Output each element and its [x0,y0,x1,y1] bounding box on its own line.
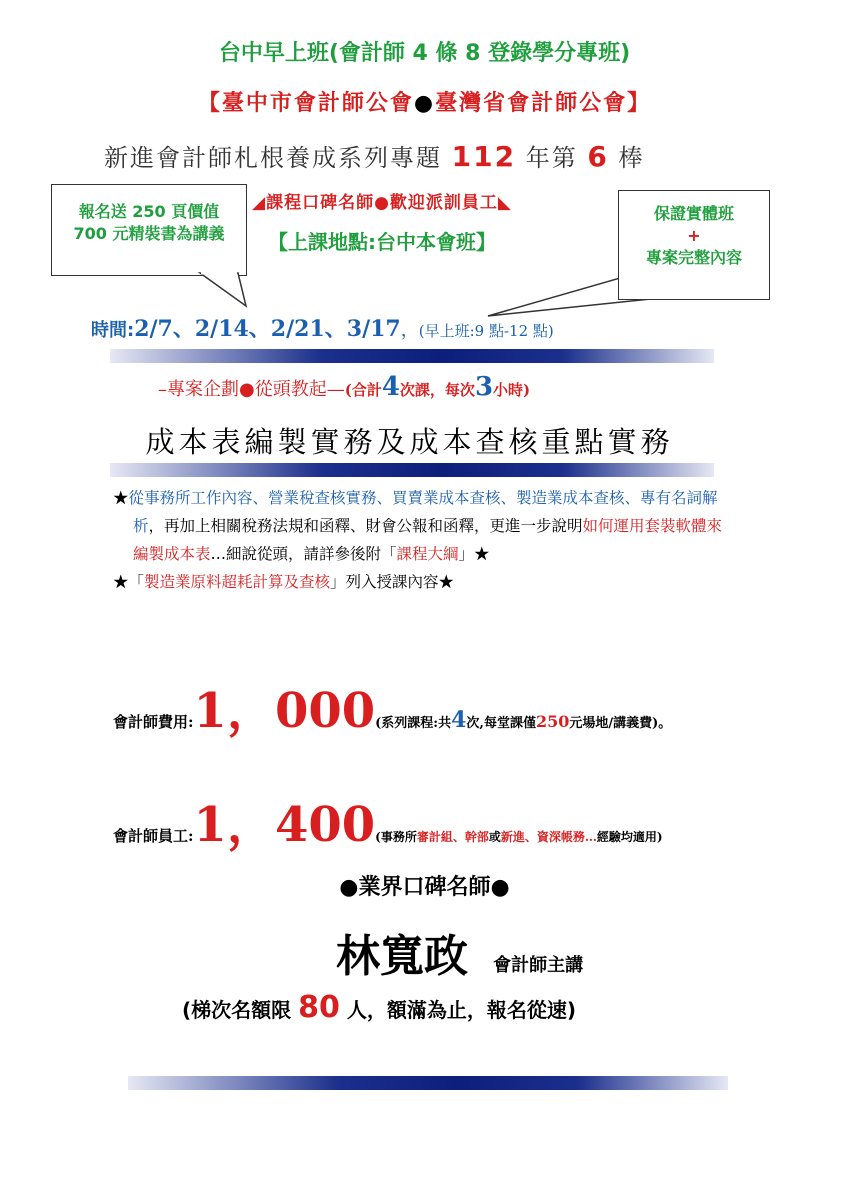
speaker-line [336,920,583,984]
star-icon: ★ [113,489,129,507]
schedule-dates: 2/7、2/14、2/21、3/17 [134,316,401,342]
syllabus-highlight: 課程大綱 [396,545,459,563]
course-subtitle [158,372,530,402]
org-right: 臺灣省會計師公會】 [435,91,652,116]
description-text-2: …細說從頭，請詳參後附「 [210,545,397,563]
series-year: 112 [451,140,517,173]
staff-note-c: 經驗均適用) [596,830,663,844]
topics-list: 從事務所工作內容、營業稅查核實務、買賣業成本查核、製造業成本查核、專有名詞解析 [128,489,718,535]
enrollment-line [182,990,576,1025]
schedule-note: (早上班:9 點-12 點) [418,322,554,340]
description-paragraph-2 [113,568,733,596]
software-highlight: 如何運用套裝軟體來編製成本表 [133,517,723,563]
description-paragraph-1 [113,484,733,568]
p2-start: ★「 [113,573,145,591]
subtitle-hours: 3 [474,372,494,402]
series-suffix: 棒 [618,144,645,172]
divider-bar-2 [110,463,714,477]
staff-note-accounting: 新進、資深帳務… [500,830,597,844]
cpa-note-a: (系列課程:共 [375,716,452,731]
enrollment-suffix: 人，額滿為止，報名從速) [346,998,576,1022]
staff-fee-price: 1，400 [193,797,376,853]
course-description [113,484,733,596]
series-mid: 年第 [525,144,578,172]
speaker-name: 林寬政 [336,931,468,982]
subtitle-count: 4 [381,372,400,402]
subtitle-b: 次課，每次 [399,381,475,399]
location: 【上課地點:台中本會班】 [268,230,496,254]
cpa-note-b: 次,每堂課僅 [466,716,536,731]
cpa-fee-line [113,672,671,741]
staff-note-or: 或 [488,830,501,844]
staff-note-a: (事務所 [375,830,417,844]
course-title: 成本表編製實務及成本查核重點實務 [145,425,674,459]
schedule-comma: ， [400,320,419,341]
subtitle-main: –專案企劃●從頭教起— [158,379,345,400]
subtitle-a: (合計 [344,381,382,399]
cpa-note-sessions: 4 [451,707,467,733]
enrollment-prefix: (梯次名額限 [182,998,292,1022]
schedule-label: 時間: [91,320,135,341]
speaker-heading: ●業界口碑名師● [339,875,510,900]
cpa-note-c: 元場地/講義費)。 [569,716,672,731]
guarantee-line-2: + [687,226,701,245]
description-text: ，再加上相關稅務法規和函釋、財會公報和函釋，更進一步說明 [148,517,583,535]
series-prefix: 新進會計師札根養成系列專題 [104,144,442,172]
description-end: 」★ [458,545,490,563]
staff-fee-line [113,786,663,855]
materials-highlight: 製造業原料超耗計算及查核 [144,573,331,591]
staff-note-audit: 審計組、幹部 [416,830,489,844]
series-number: 6 [587,140,609,173]
guarantee-line-1: 保證實體班 [653,204,734,223]
guarantee-line-3: 專案完整內容 [645,248,742,267]
staff-fee-label: 會計師員工: [113,827,194,845]
cpa-note-amount: 250 [535,712,570,731]
page-title: 台中早上班(會計師 4 條 8 登錄學分專班) [218,41,631,66]
org-left: 【臺中市會計師公會 [197,91,414,116]
org-separator: ● [413,91,436,116]
divider-bar-1 [110,349,714,363]
speaker-role: 會計師主講 [493,955,584,976]
p2-end: 」列入授課內容★ [330,573,455,591]
enrollment-limit: 80 [298,990,340,1025]
bonus-callout-pointer [200,273,246,306]
schedule-line [91,312,554,343]
subtitle-c: 小時) [493,381,531,399]
tagline: ◢課程口碑名師●歡迎派訓員工◣ [252,193,512,213]
cpa-fee-label: 會計師費用: [113,713,194,731]
guarantee-callout [618,190,770,300]
bonus-line-1: 報名送 250 頁價值 [78,202,220,221]
bonus-line-2: 700 元精裝書為講義 [73,224,225,243]
divider-bar-3 [128,1076,728,1090]
cpa-fee-price: 1，000 [193,683,376,739]
